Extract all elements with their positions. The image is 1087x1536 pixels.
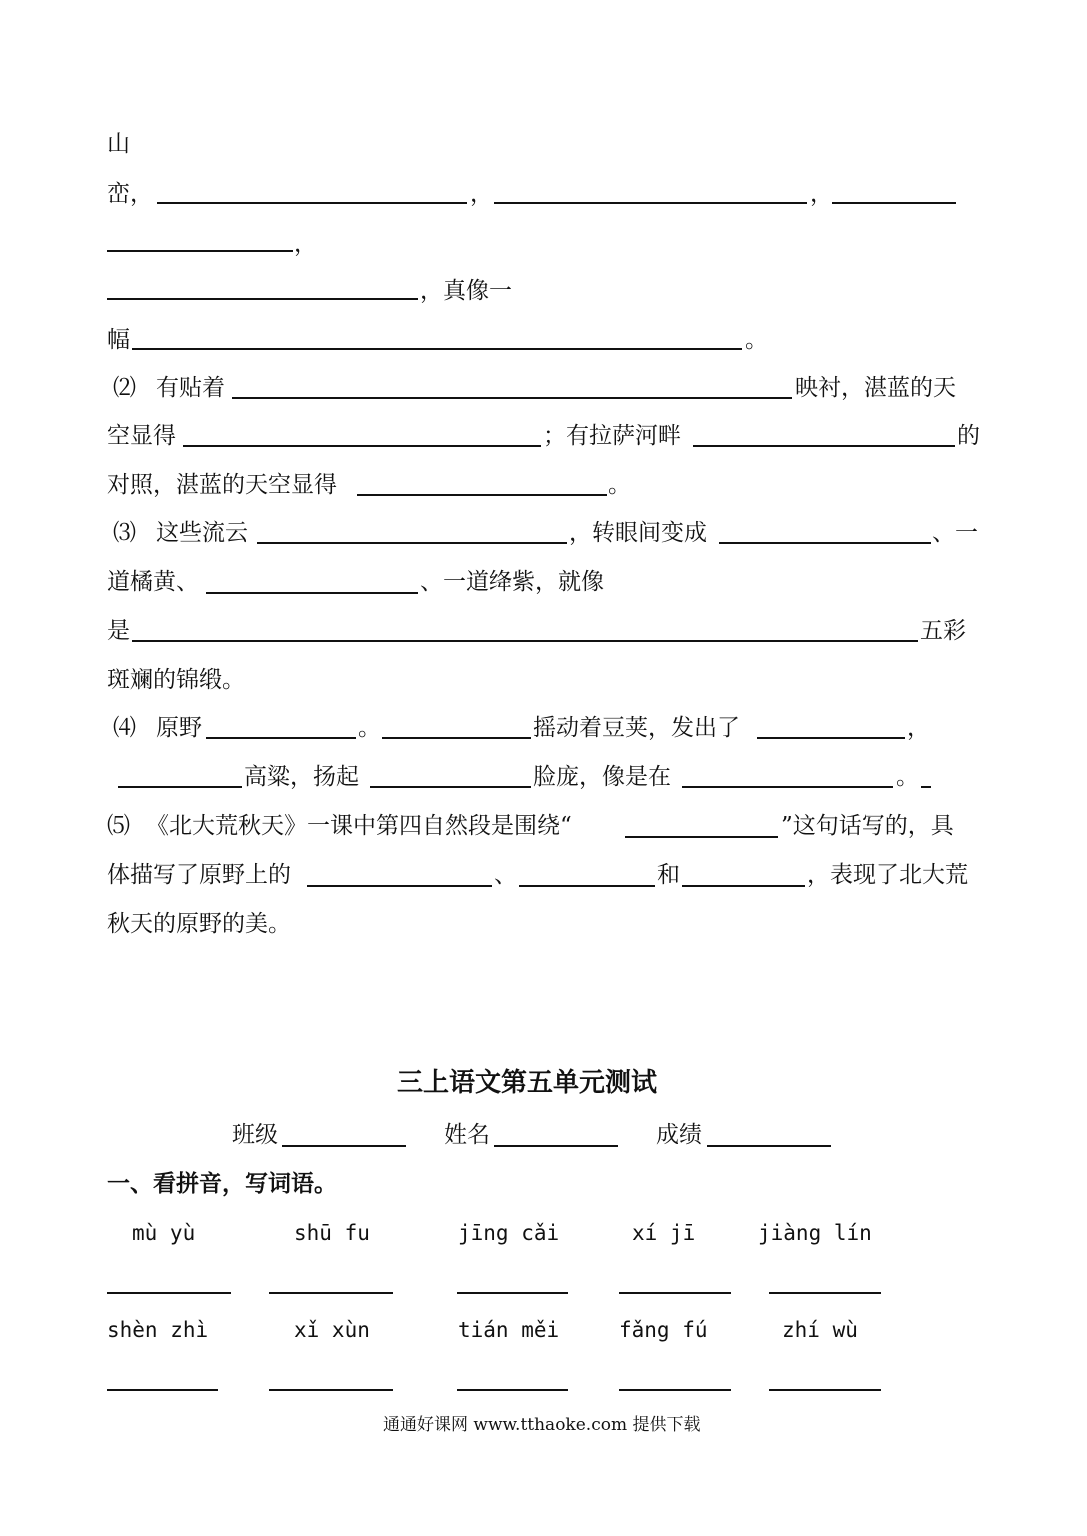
answer-blank[interactable] xyxy=(619,1292,731,1294)
blank-q1-5[interactable] xyxy=(132,348,742,350)
q5-text: ，表现了北大荒 xyxy=(807,862,968,888)
section-heading: 一、看拼音，写词语。 xyxy=(107,1170,337,1197)
q5-text: 、 xyxy=(494,862,517,888)
blank-q4-5[interactable] xyxy=(370,786,531,788)
blank-q4-1[interactable] xyxy=(206,737,356,739)
q4-period: 。 xyxy=(896,764,919,790)
blank-q2-2[interactable] xyxy=(183,445,541,447)
blank-q1-4[interactable] xyxy=(107,298,418,300)
q1-text: ，真像一 xyxy=(420,278,512,304)
q1-period: 。 xyxy=(745,327,768,353)
q5-text: 和 xyxy=(657,862,680,888)
q3-text: 、一 xyxy=(932,520,978,546)
pinyin: jīng cǎi xyxy=(458,1221,560,1245)
q5-text: 秋天的原野的美。 xyxy=(107,911,291,937)
name-label: 姓名 xyxy=(444,1122,490,1148)
q1-text-shan: 山 xyxy=(107,131,130,157)
blank-q5-3[interactable] xyxy=(519,885,655,887)
pinyin: xǐ xùn xyxy=(294,1318,370,1342)
blank-q3-3[interactable] xyxy=(206,592,418,594)
pinyin: xí jī xyxy=(632,1221,696,1245)
q5-text: 《北大荒秋天》一课中第四自然段是围绕“ xyxy=(146,813,572,839)
q3-number: ⑶ xyxy=(113,520,136,546)
answer-blank[interactable] xyxy=(107,1389,218,1391)
answer-blank[interactable] xyxy=(269,1292,393,1294)
name-field[interactable] xyxy=(494,1145,618,1147)
q1-comma: ， xyxy=(294,231,317,257)
answer-blank[interactable] xyxy=(457,1389,568,1391)
q5-number: ⑸ xyxy=(107,813,130,839)
blank-q5-1[interactable] xyxy=(625,836,778,838)
q2-period: 。 xyxy=(608,472,631,498)
q1-text-fu: 幅 xyxy=(107,327,130,353)
answer-blank[interactable] xyxy=(619,1389,731,1391)
q2-text: 对照，湛蓝的天空显得 xyxy=(107,472,337,498)
q4-text: 摇动着豆荚，发出了 xyxy=(533,715,740,741)
answer-blank[interactable] xyxy=(769,1389,881,1391)
blank-q5-2[interactable] xyxy=(307,885,492,887)
answer-blank[interactable] xyxy=(269,1389,393,1391)
q2-number: ⑵ xyxy=(113,375,136,401)
q1-text-luan: 峦， xyxy=(107,181,153,207)
q4-period: 。 xyxy=(358,715,381,741)
blank-q3-4[interactable] xyxy=(132,640,918,642)
blank-q2-3[interactable] xyxy=(693,445,955,447)
blank-q1-1[interactable] xyxy=(157,202,467,204)
footer-credit: 通通好课网 www.tthaoke.com 提供下载 xyxy=(383,1415,701,1435)
answer-blank[interactable] xyxy=(769,1292,881,1294)
q2-text: 的 xyxy=(957,423,980,449)
blank-q2-4[interactable] xyxy=(357,494,607,496)
q4-text: 脸庞，像是在 xyxy=(533,764,671,790)
q2-text: 空显得 xyxy=(107,423,176,449)
score-field[interactable] xyxy=(707,1145,831,1147)
q2-text: 有贴着 xyxy=(156,375,225,401)
score-label: 成绩 xyxy=(656,1122,702,1148)
pinyin: shèn zhì xyxy=(107,1318,209,1342)
class-label: 班级 xyxy=(232,1122,278,1148)
q4-number: ⑷ xyxy=(113,715,136,741)
q5-text: ”这句话写的，具 xyxy=(781,813,954,839)
blank-q4-3[interactable] xyxy=(757,737,905,739)
blank-q1-3b[interactable] xyxy=(107,250,293,252)
q3-text: 这些流云 xyxy=(156,520,248,546)
class-field[interactable] xyxy=(282,1145,406,1147)
answer-blank[interactable] xyxy=(457,1292,568,1294)
blank-q5-4[interactable] xyxy=(682,885,805,887)
q5-text: 体描写了原野上的 xyxy=(107,862,291,888)
q2-text: 映衬，湛蓝的天 xyxy=(795,375,956,401)
answer-blank[interactable] xyxy=(107,1292,231,1294)
q3-text: 道橘黄、 xyxy=(107,569,199,595)
blank-q4-6[interactable] xyxy=(682,786,893,788)
pinyin: zhí wù xyxy=(782,1318,858,1342)
blank-q3-2[interactable] xyxy=(719,542,931,544)
q3-text: ，转眼间变成 xyxy=(569,520,707,546)
blank-q1-2[interactable] xyxy=(494,202,807,204)
page-title: 三上语文第五单元测试 xyxy=(397,1068,658,1098)
q2-text: ；有拉萨河畔 xyxy=(543,423,681,449)
pinyin: fǎng fú xyxy=(619,1318,708,1342)
q3-text: 、一道绛紫，就像 xyxy=(420,569,604,595)
blank-q2-1[interactable] xyxy=(232,397,792,399)
pinyin: shū fu xyxy=(294,1221,370,1245)
q4-comma: ， xyxy=(907,715,930,741)
q3-text: 五彩 xyxy=(920,618,966,644)
pinyin: tián měi xyxy=(458,1318,560,1342)
pinyin: mù yù xyxy=(132,1221,196,1245)
q4-text: 原野 xyxy=(156,715,202,741)
blank-q4-tail xyxy=(921,786,931,788)
q3-text: 斑斓的锦缎。 xyxy=(107,667,245,693)
q1-comma: ， xyxy=(470,181,493,207)
pinyin: jiàng lín xyxy=(758,1221,872,1245)
q1-comma: ， xyxy=(810,181,833,207)
blank-q3-1[interactable] xyxy=(257,542,567,544)
q3-text: 是 xyxy=(107,618,130,644)
q4-text: 高粱，扬起 xyxy=(244,764,359,790)
blank-q4-4[interactable] xyxy=(118,786,242,788)
blank-q4-2[interactable] xyxy=(382,737,531,739)
blank-q1-3[interactable] xyxy=(832,202,956,204)
